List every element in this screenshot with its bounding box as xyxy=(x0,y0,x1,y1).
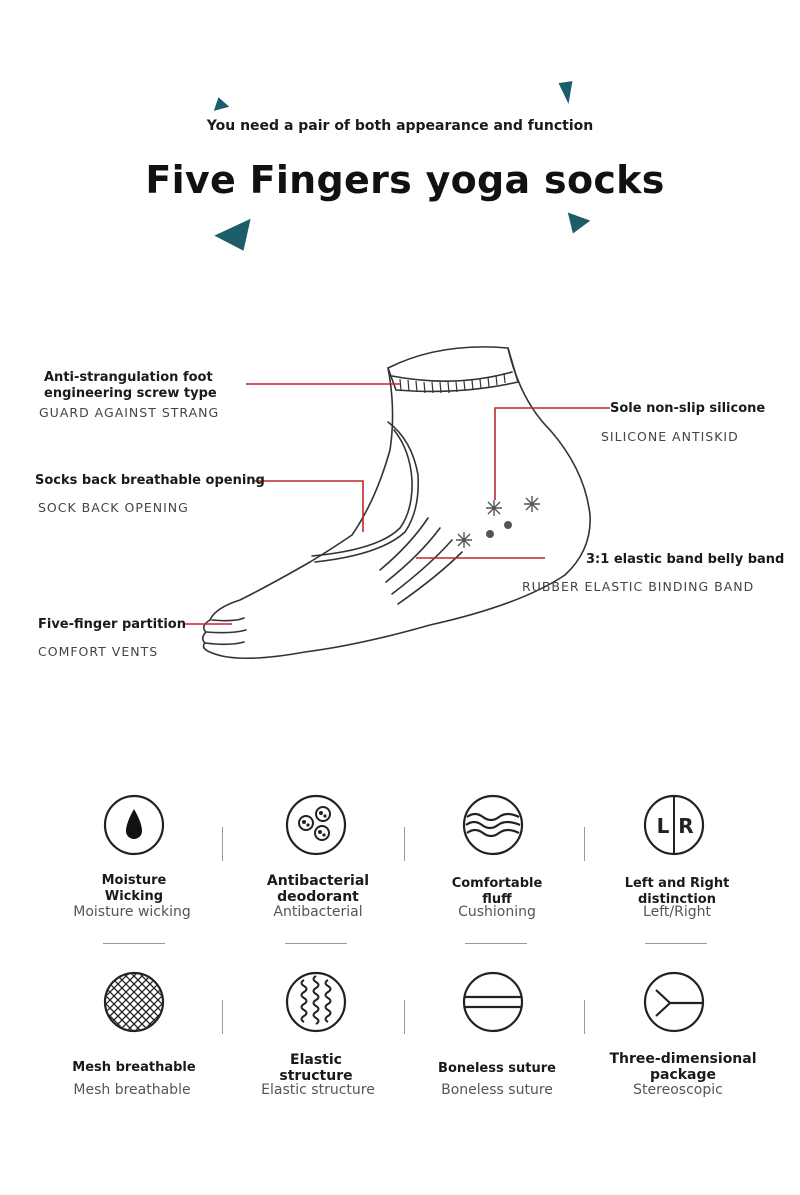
feature-sub-seam: Boneless suture xyxy=(441,1082,553,1098)
feature-name-elastic: Elastic structure xyxy=(279,1052,353,1084)
callout-caption-screw: GUARD AGAINST STRANG xyxy=(39,405,220,420)
feature-sub-elastic: Elastic structure xyxy=(261,1082,375,1098)
callout-title-elastic-band: 3:1 elastic band belly band xyxy=(586,552,785,567)
page-title: Five Fingers yoga socks xyxy=(145,158,665,202)
feature-sub-cushioning: Cushioning xyxy=(458,904,536,920)
callout-caption-silicone: SILICONE ANTISKID xyxy=(601,429,739,444)
callout-title-back-opening: Socks back breathable opening xyxy=(35,473,265,488)
decor-triangle-bottom-right xyxy=(562,212,591,237)
divider xyxy=(584,827,585,861)
spring-icon xyxy=(284,970,348,1034)
feature-sub-left-right: Left/Right xyxy=(643,904,711,920)
feature-sub-moisture: Moisture wicking xyxy=(73,904,191,920)
svg-text:L: L xyxy=(656,814,670,838)
feature-name-three-d: Three-dimensional package xyxy=(609,1051,757,1083)
divider xyxy=(645,943,707,944)
feature-sub-antibacterial: Antibacterial xyxy=(273,904,363,920)
callout-title-five-finger: Five-finger partition xyxy=(38,617,186,632)
divider xyxy=(404,827,405,861)
feature-name-antibacterial: Antibacterial deodorant xyxy=(266,873,370,905)
callout-title-silicone: Sole non-slip silicone xyxy=(610,401,766,416)
decor-triangle-top-right xyxy=(559,81,576,105)
mesh-icon xyxy=(102,970,166,1034)
feature-name-mesh: Mesh breathable xyxy=(72,1060,196,1075)
water-drop-icon xyxy=(102,793,166,857)
divider xyxy=(103,943,165,944)
header-subtitle: You need a pair of both appearance and function xyxy=(206,118,594,134)
wave-icon xyxy=(461,793,525,857)
divider xyxy=(465,943,527,944)
bacteria-icon xyxy=(284,793,348,857)
feature-name-cushioning: Comfortable fluff xyxy=(451,876,543,907)
decor-triangle-bottom-left xyxy=(214,219,261,259)
feature-sub-three-d: Stereoscopic xyxy=(633,1082,723,1098)
seam-icon xyxy=(461,970,525,1034)
callout-caption-elastic-band: RUBBER ELASTIC BINDING BAND xyxy=(522,579,755,594)
callout-caption-back-opening: SOCK BACK OPENING xyxy=(38,500,189,515)
divider xyxy=(584,1000,585,1034)
feature-name-moisture: Moisture Wicking xyxy=(101,873,167,904)
callout-title-screw: Anti-strangulation foot engineering screw type xyxy=(44,370,217,401)
divider xyxy=(404,1000,405,1034)
callout-caption-five-finger: COMFORT VENTS xyxy=(38,644,159,659)
decor-triangle-top-left xyxy=(211,95,230,111)
feature-name-seam: Boneless suture xyxy=(438,1061,556,1076)
three-d-icon xyxy=(642,970,706,1034)
divider xyxy=(222,1000,223,1034)
feature-sub-mesh: Mesh breathable xyxy=(73,1082,191,1098)
left-right-icon xyxy=(642,793,706,857)
feature-name-left-right: Left and Right distinction xyxy=(624,876,730,907)
divider xyxy=(285,943,347,944)
svg-text:R: R xyxy=(678,814,694,838)
divider xyxy=(222,827,223,861)
